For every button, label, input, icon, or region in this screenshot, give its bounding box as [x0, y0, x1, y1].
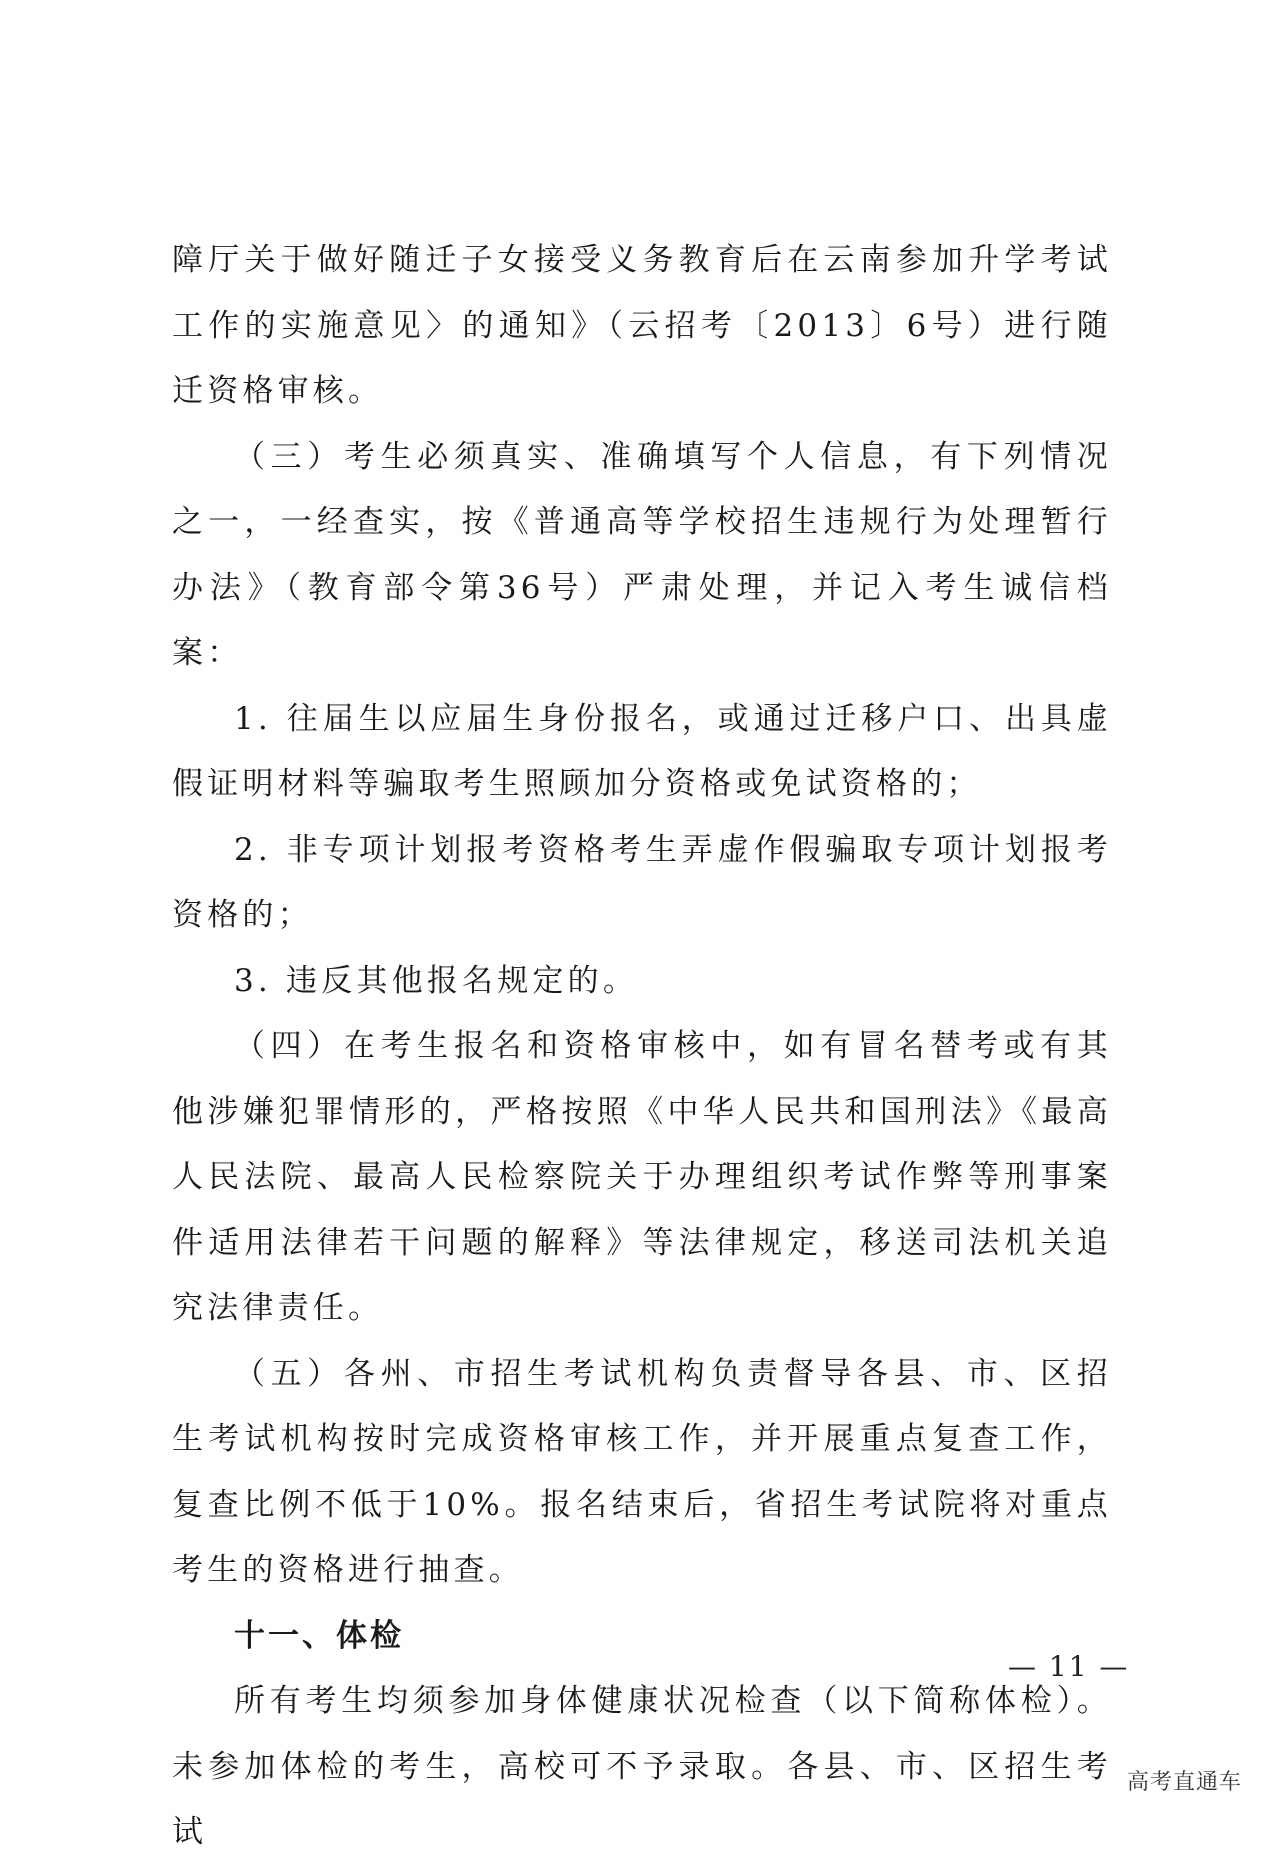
- paragraph-physical-exam: 所有考生均须参加身体健康状况检查（以下简称体检）。未参加体检的考生，高校可不予录取。各县、市、区招生考试: [172, 1683, 1112, 1850]
- section-heading: 十一、体检: [234, 1617, 404, 1654]
- list-item-2: 2. 非专项计划报考资格考生弄虚作假骗取专项计划报考资格的；: [172, 831, 1112, 933]
- body-text: [172, 228, 1112, 1866]
- paragraph-item-3: （三）考生必须真实、准确填写个人信息，有下列情况之一，一经查实，按《普通高等学校招生违规行为处理暂行办法》（教育部令第36号）严肃处理，并记入考生诚信档案：: [172, 438, 1112, 671]
- watermark-text: 高考直通车: [1126, 1770, 1242, 1795]
- paragraph-item-5: （五）各州、市招生考试机构负责督导各县、市、区招生考试机构按时完成资格审核工作，并开展重点复查工作，复查比例不低于10%。报名结束后，省招生考试院将对重点考生的资格进行抽查。: [172, 1355, 1112, 1588]
- list-item-1: 1. 往届生以应届生身份报名，或通过迁移户口、出具虚假证明材料等骗取考生照顾加分资格或免试资格的；: [172, 700, 1112, 802]
- page-number: — 11 —: [1008, 1650, 1130, 1683]
- paragraph-item-4: （四）在考生报名和资格审核中，如有冒名替考或有其他涉嫌犯罪情形的，严格按照《中华人民共和国刑法》《最高人民法院、最高人民检察院关于办理组织考试作弊等刑事案件适用法律若干问题的解释》等法律规定，移送司法机关追究法律责任。: [172, 1028, 1112, 1326]
- list-item-3: 3. 违反其他报名规定的。: [234, 962, 639, 999]
- paragraph-continuation: 障厅关于做好随迁子女接受义务教育后在云南参加升学考试工作的实施意见〉的通知》（云招考〔2013〕6号）进行随迁资格审核。: [172, 242, 1112, 409]
